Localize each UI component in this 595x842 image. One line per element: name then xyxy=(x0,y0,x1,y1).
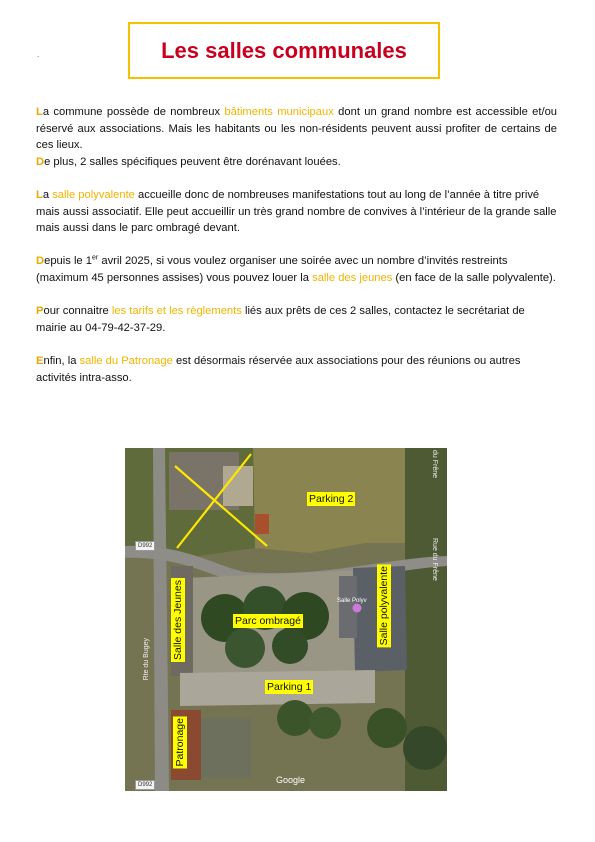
drop-letter: D xyxy=(36,155,45,168)
poi-marker-icon xyxy=(353,604,362,613)
paragraph-batiments xyxy=(36,104,557,154)
label-parc-ombrage: Parc ombragé xyxy=(235,615,301,627)
paragraph-text: epuis le 1 xyxy=(44,255,92,268)
paragraph-text: accueille donc de nombreuses manifestations tout au long de l’année à titre privé mais aussi associatif. Elle peut accueillir un très grand nombre de convives à l’intérieur de la grande salle mais aussi dans le parc ombragé devant. xyxy=(36,188,557,235)
drop-letter: D xyxy=(36,255,45,268)
stray-dot: . xyxy=(37,50,40,59)
google-attribution: Google xyxy=(276,775,306,785)
road-label-rte-du-bugey: Rte du Bugey xyxy=(143,638,150,681)
paragraph-text: est désormais réservée aux associations pour des réunions ou autres activités intra-asso. xyxy=(36,354,521,384)
label-salle-polyvalente: Salle polyvalente xyxy=(378,566,390,646)
article-body xyxy=(36,104,557,403)
highlight-patronage: salle du Patronage xyxy=(79,354,173,367)
paragraph-salle-jeunes xyxy=(36,253,557,286)
paragraph-text: avril 2025, si vous voulez organiser une soirée avec un nombre d’invités restreints (maximum 45 personnes assises) vous pouvez louer la xyxy=(36,255,508,284)
aerial-map xyxy=(125,448,447,791)
paragraph-text: nfin, la xyxy=(43,354,80,367)
page-title: Les salles communales xyxy=(161,37,407,63)
road-sign-d992: D992 xyxy=(135,541,155,551)
paragraph-text: a commune possède de nombreux xyxy=(42,106,225,118)
road-label-du-frene: du Frêne xyxy=(431,450,438,479)
label-parking-2: Parking 2 xyxy=(309,493,354,505)
paragraph-salle-polyvalente xyxy=(36,187,557,237)
paragraph-text: e plus, 2 salles spécifiques peuvent être dorénavant louées. xyxy=(44,155,341,168)
label-salle-des-jeunes: Salle des Jeunes xyxy=(172,580,184,660)
title-box xyxy=(128,22,440,79)
ordinal-suffix: er xyxy=(92,254,99,262)
paragraph-patronage xyxy=(36,353,557,386)
drop-letter: L xyxy=(36,106,43,118)
label-patronage: Patronage xyxy=(174,718,186,767)
drop-letter: E xyxy=(36,354,44,367)
highlight-tarifs: les tarifs et les règlements xyxy=(111,305,242,318)
highlight-salle-jeunes: salle des jeunes xyxy=(312,271,393,284)
road-label-rue-du-frene: Rue du Frêne xyxy=(431,538,438,581)
highlight-batiments: bâtiments municipaux xyxy=(224,106,334,118)
paragraph-text: a xyxy=(42,188,53,201)
road-sign-d992: D992 xyxy=(135,780,155,790)
paragraph-deux-salles xyxy=(36,154,557,171)
paragraph-text: our connaitre xyxy=(43,305,112,318)
drop-letter: P xyxy=(36,305,44,318)
highlight-salle-polyvalente: salle polyvalente xyxy=(52,188,135,201)
paragraph-text: liés aux prêts de ces 2 salles, contactez le secrétariat de mairie au 04-79-42-37-29. xyxy=(36,305,525,334)
paragraph-text: dont un grand nombre est accessible et/ou réservé aux associations. Mais les habitants ou les non-résidents peuvent aussi profiter de certains de ces lieux. xyxy=(36,106,558,152)
poi-label: Salle Polyv xyxy=(337,598,367,604)
drop-letter: L xyxy=(36,188,43,201)
paragraph-tarifs xyxy=(36,303,557,336)
label-parking-1: Parking 1 xyxy=(267,681,312,693)
paragraph-text: (en face de la salle polyvalente). xyxy=(392,271,556,284)
